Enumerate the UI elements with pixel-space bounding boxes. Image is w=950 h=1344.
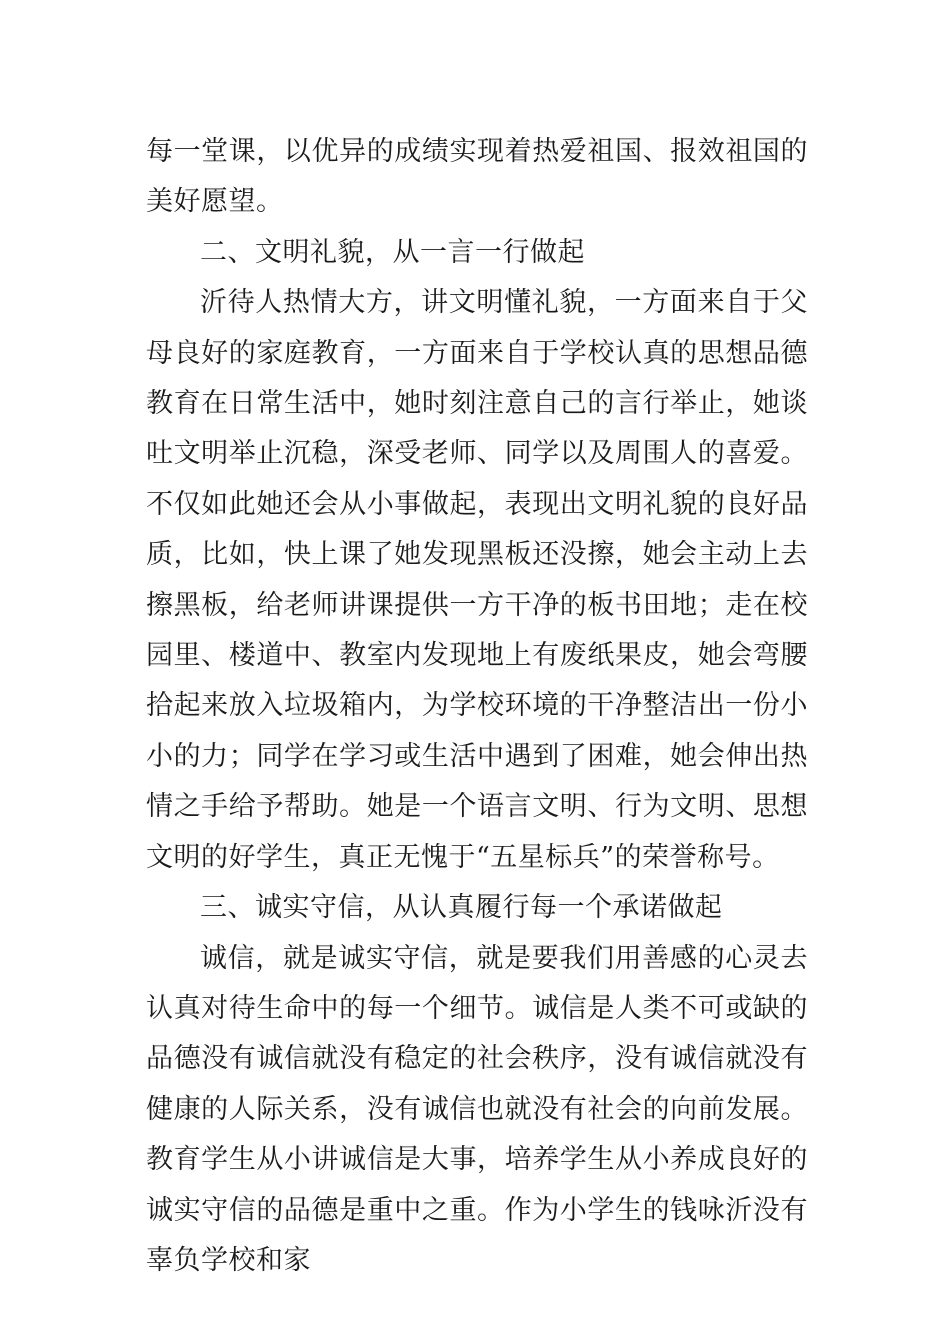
section-heading-honesty: 三、诚实守信，从认真履行每一个承诺做起 xyxy=(200,892,723,924)
section-heading-courtesy: 二、文明礼貌，从一言一行做起 xyxy=(200,236,585,268)
document-body xyxy=(146,127,808,1286)
paragraph-courtesy: 沂待人热情大方，讲文明懂礼貌，一方面来自于父母良好的家庭教育，一方面来自于学校认真的思想品德教育在日常生活中，她时刻注意自己的言行举止，她谈吐文明举止沉稳，深受老师、同学以及周围人的喜爱。不仅如此她还会从小事做起，表现出文明礼貌的良好品质，比如，快上课了她发现黑板还没擦，她会主动上去擦黑板，给老师讲课提供一方干净的板书田地；走在校园里、楼道中、教室内发现地上有废纸果皮，她会弯腰拾起来放入垃圾箱内，为学校环境的干净整洁出一份小小的力；同学在学习或生活中遇到了困难，她会伸出热情之手给予帮助。她是一个语言文明、行为文明、思想文明的好学生，真正无愧于“五星标兵”的荣誉称号。 xyxy=(146,287,808,873)
paragraph-honesty: 诚信，就是诚实守信，就是要我们用善感的心灵去认真对待生命中的每一个细节。诚信是人类不可或缺的品德没有诚信就没有稳定的社会秩序，没有诚信就没有健康的人际关系，没有诚信也就没有社会的向前发展。教育学生从小讲诚信是大事，培养学生从小养成良好的诚实守信的品德是重中之重。作为小学生的钱咏沂没有辜负学校和家 xyxy=(146,942,808,1276)
paragraph-continuation: 每一堂课，以优异的成绩实现着热爱祖国、报效祖国的美好愿望。 xyxy=(146,136,808,218)
